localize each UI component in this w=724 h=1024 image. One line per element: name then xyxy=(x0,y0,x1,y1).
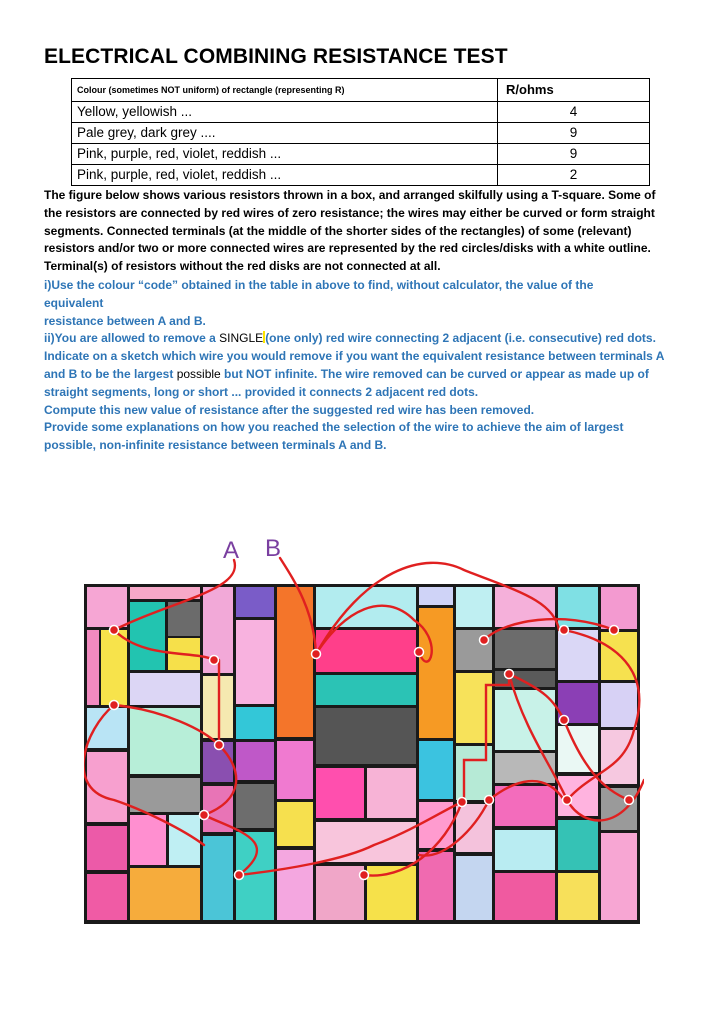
resistance-table xyxy=(71,78,650,186)
resistor-teal xyxy=(316,675,416,705)
resistor-pale xyxy=(495,830,555,870)
terminal-dot xyxy=(560,716,569,725)
resistor-teal xyxy=(558,820,598,870)
terminal-dot xyxy=(235,871,244,880)
resistor-pink xyxy=(277,850,313,920)
table-row xyxy=(72,165,650,186)
resistor-grey xyxy=(316,708,416,764)
terminal-dot xyxy=(458,798,467,807)
resistor-pale xyxy=(456,587,492,627)
resistor-yellow xyxy=(277,802,313,846)
terminal-dot xyxy=(200,811,209,820)
resistor-teal xyxy=(130,602,165,670)
terminal-dot xyxy=(505,670,514,679)
terminal-dot xyxy=(485,796,494,805)
resistor-pink xyxy=(316,822,416,862)
question-1-line-2: equivalent xyxy=(44,295,104,310)
resistor-pink xyxy=(130,587,200,599)
resistor-pink xyxy=(277,741,313,799)
resistor-figure xyxy=(84,530,644,930)
question-2-indicate xyxy=(44,348,676,401)
resistor-mint xyxy=(130,708,200,774)
resistor-purple xyxy=(236,742,274,780)
resistor-pink xyxy=(495,873,555,920)
resistor-yellow xyxy=(101,630,127,705)
question-2-explain: Provide some explanations on how you reached the selection of the wire to achieve the aim of largest possible, non-infinite resistance between terminals A and B. xyxy=(44,420,624,453)
resistor-pale xyxy=(130,673,200,705)
resistor-pink xyxy=(419,852,453,920)
r-header: R/ohms xyxy=(498,79,650,102)
terminal-dot xyxy=(563,796,572,805)
terminal-dot xyxy=(215,741,224,750)
question-1-line-1: i)Use the colour “code” obtained in the table in above to find, without calculator, the value of the xyxy=(44,278,594,292)
resistor-pink xyxy=(130,815,166,865)
terminal-dot xyxy=(360,871,369,880)
resistor-pale xyxy=(419,587,453,605)
resistor-grey xyxy=(130,778,200,812)
colour-cell: Pink, purple, red, violet, reddish ... xyxy=(72,144,498,165)
terminal-dot xyxy=(312,650,321,659)
resistor-yellow xyxy=(558,873,598,920)
table-row xyxy=(72,144,650,165)
page-title: ELECTRICAL COMBINING RESISTANCE TEST xyxy=(44,45,508,68)
r-cell: 4 xyxy=(498,102,650,123)
table-row xyxy=(72,123,650,144)
resistor-teal xyxy=(203,836,233,920)
terminal-dot xyxy=(480,636,489,645)
resistor-pink xyxy=(601,833,637,920)
resistor-grey xyxy=(236,784,274,828)
colour-header: Colour (sometimes NOT uniform) of rectangle (representing R) xyxy=(72,79,498,102)
terminal-dot xyxy=(610,626,619,635)
resistor-pink xyxy=(87,752,127,822)
resistor-pink xyxy=(495,786,555,826)
resistor-orange xyxy=(130,868,200,920)
terminal-dot xyxy=(560,626,569,635)
colour-cell: Yellow, yellowish ... xyxy=(72,102,498,123)
resistor-pale xyxy=(601,683,637,727)
resistor-pink xyxy=(236,620,274,704)
question-2-compute: Compute this new value of resistance after the suggested red wire has been removed. xyxy=(44,402,535,417)
q2-text-c1: Indicate on a sketch which wire you would remove if you want the equivalent resistance between terminals A and B to be the largest xyxy=(44,349,664,381)
resistor-pink xyxy=(367,768,416,818)
r-cell: 9 xyxy=(498,144,650,165)
colour-cell: Pale grey, dark grey .... xyxy=(72,123,498,144)
q2-text-c2: but NOT infinite. The wire removed can be curved or appear as made up of straight segments, long or short ... provided it connects 2 adjacent red dots. xyxy=(44,366,649,399)
resistor-pink xyxy=(87,826,127,870)
terminal-a-label: A xyxy=(223,537,240,564)
resistor-pink xyxy=(601,587,637,629)
r-cell: 9 xyxy=(498,123,650,144)
terminal-dot xyxy=(625,796,634,805)
resistor-pink xyxy=(456,804,492,852)
resistor-pink xyxy=(87,874,127,920)
intro-paragraph: The figure below shows various resistors thrown in a box, and arranged skilfully using a T-square. Some of the resistors are connected by red wires of zero resistance; the wires may either be curved or form straight segments. Connected terminals (at the middle of the shorter sides of the rectangles) of some (relevant) resistors and/or two or more connected wires are represented by the red circles/disks with a white outline. Terminal(s) of resistors without the red disks are not connected at all. xyxy=(44,188,656,274)
q2-text-b: (one only) red wire connecting 2 adjacent (i.e. consecutive) red dots. xyxy=(265,331,656,346)
resistor-pale xyxy=(456,856,492,920)
resistor-grey xyxy=(168,602,200,636)
resistor-pink xyxy=(87,630,99,705)
resistor-teal xyxy=(236,707,274,739)
resistor-pink xyxy=(316,866,364,920)
q2-text-a: ii)You are allowed to remove a xyxy=(44,331,220,346)
resistor-pink xyxy=(316,768,364,818)
terminal-dot xyxy=(210,656,219,665)
terminal-dot xyxy=(110,626,119,635)
q2-single: SINGLE xyxy=(219,331,264,346)
resistor-grey xyxy=(495,630,555,668)
resistor-pale xyxy=(316,587,416,627)
resistor-grey xyxy=(495,753,555,783)
terminal-dot xyxy=(415,648,424,657)
questions xyxy=(44,277,676,455)
resistor-red xyxy=(316,630,416,672)
q2-possible: possible xyxy=(176,366,221,381)
terminal-dot xyxy=(110,701,119,710)
resistor-purple xyxy=(236,587,274,617)
terminal-b-label: B xyxy=(265,535,282,562)
table-header-row xyxy=(72,79,650,102)
resistor-pale xyxy=(87,708,127,748)
question-2-intro xyxy=(44,330,676,348)
resistor-teal xyxy=(419,741,453,799)
colour-cell: Pink, purple, red, violet, reddish ... xyxy=(72,165,498,186)
r-cell: 2 xyxy=(498,165,650,186)
table-row xyxy=(72,102,650,123)
question-1-line-3: resistance between A and B. xyxy=(44,313,206,328)
resistor-pink xyxy=(87,587,127,627)
